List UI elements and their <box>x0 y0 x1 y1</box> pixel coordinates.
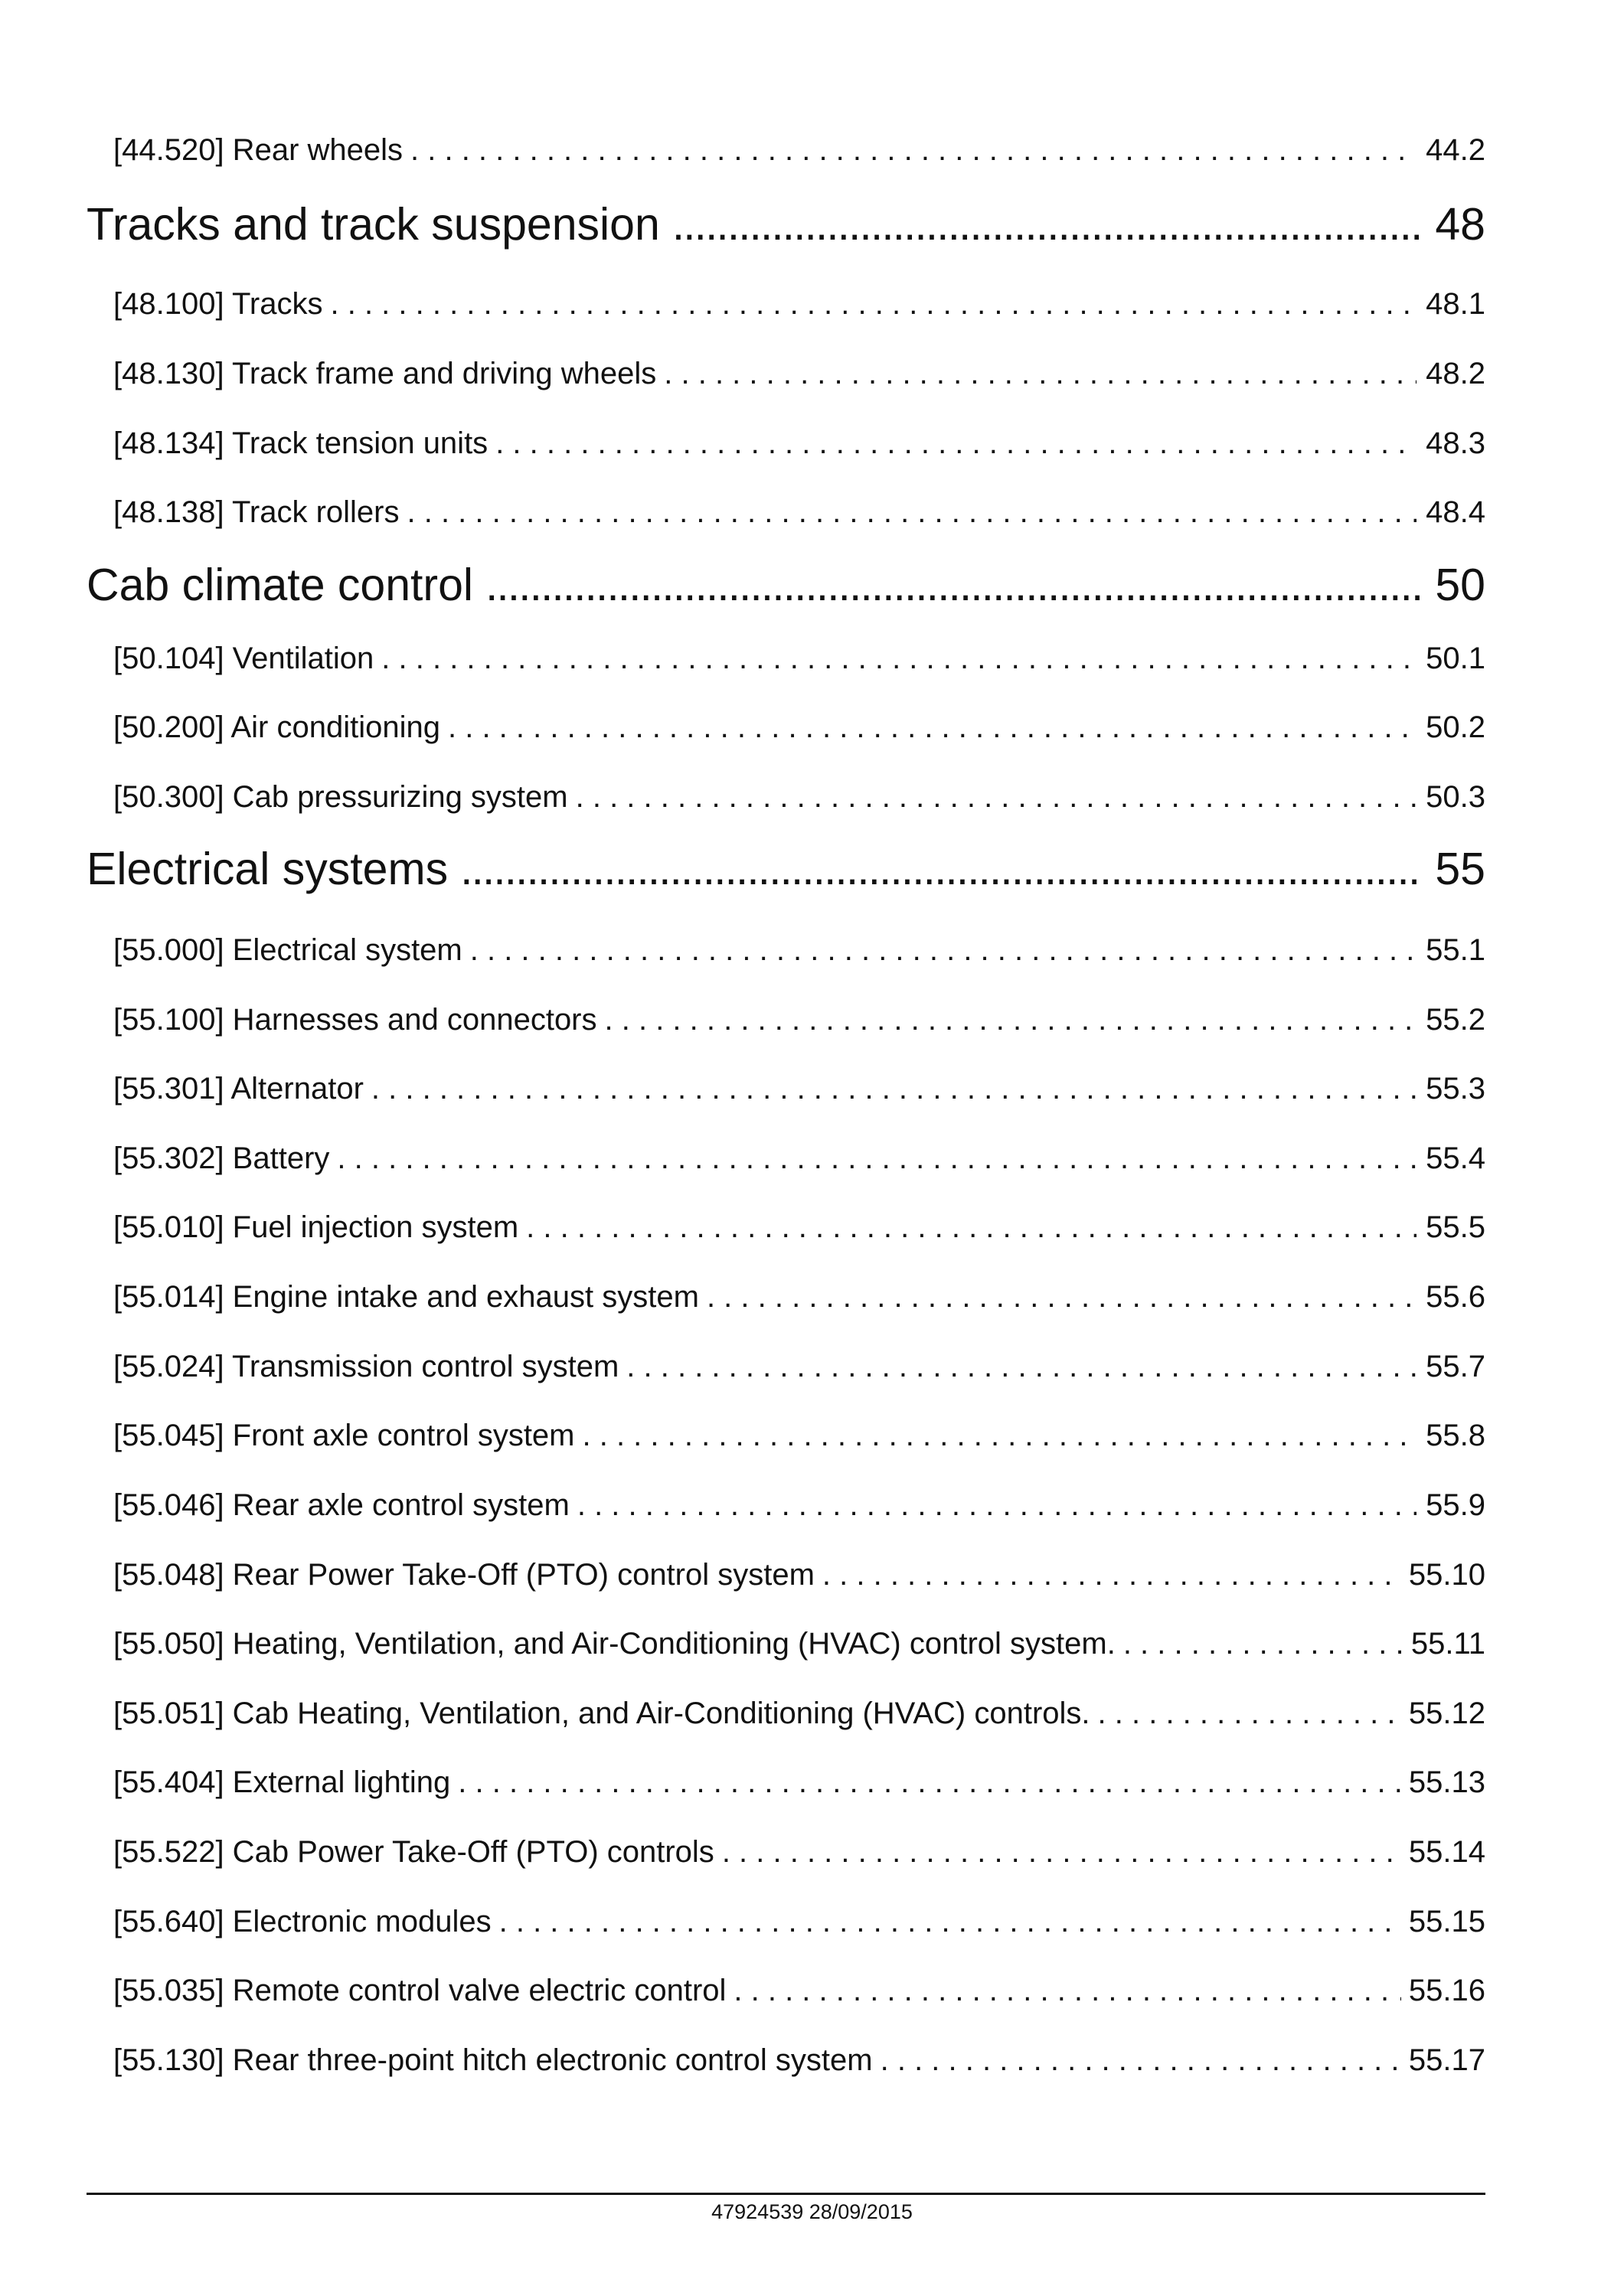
toc-entry[interactable] <box>113 357 1485 391</box>
dot-leader <box>664 357 1417 391</box>
toc-entry-label: [44.520] Rear wheels <box>113 132 404 167</box>
dot-leader <box>822 1558 1401 1592</box>
toc-entry[interactable] <box>113 1280 1485 1315</box>
toc-entry[interactable] <box>113 1697 1485 1731</box>
toc-entry-label: [55.014] Engine intake and exhaust system <box>113 1279 699 1314</box>
toc-entry-label: [55.000] Electrical system <box>113 932 462 967</box>
dot-leader <box>1123 1627 1403 1661</box>
dot-leader <box>410 133 1417 168</box>
toc-entry[interactable] <box>113 1141 1485 1176</box>
toc-entry[interactable] <box>113 1835 1485 1870</box>
toc-entry-page: 55.11 <box>1410 1626 1485 1661</box>
dot-leader <box>371 1072 1417 1106</box>
toc-entry-label: [48.134] Track tension units <box>113 426 489 460</box>
toc-entry[interactable] <box>113 495 1485 530</box>
dot-leader <box>881 2043 1401 2078</box>
dot-leader <box>485 559 1423 611</box>
toc-entry[interactable] <box>113 1765 1485 1800</box>
toc-entry[interactable] <box>113 426 1485 461</box>
toc-entry-page: 55.10 <box>1408 1557 1485 1592</box>
toc-entry-page: 55.7 <box>1426 1349 1485 1383</box>
toc-section-label: Electrical systems <box>87 843 449 894</box>
dot-leader <box>576 780 1417 815</box>
toc-section-page: 48 <box>1435 198 1485 250</box>
toc-entry-label: [48.138] Track rollers <box>113 495 400 529</box>
dot-leader <box>470 933 1417 968</box>
toc-entry[interactable] <box>113 133 1485 168</box>
footer-divider <box>87 2193 1485 2195</box>
toc-section-heading[interactable] <box>87 843 1485 895</box>
toc-entry[interactable] <box>113 1974 1485 2008</box>
toc-entry-label: [55.035] Remote control valve electric control <box>113 1973 727 2007</box>
toc-entry-label: [50.104] Ventilation <box>113 641 374 675</box>
footer-document-id: 47924539 28/09/2015 <box>711 2200 913 2223</box>
toc-entry-page: 55.9 <box>1426 1488 1485 1522</box>
toc-entry-label: [55.045] Front axle control system <box>113 1418 575 1452</box>
dot-leader <box>495 426 1417 461</box>
toc-entry[interactable] <box>113 1488 1485 1523</box>
dot-leader <box>407 495 1417 530</box>
toc-entry[interactable] <box>113 710 1485 745</box>
toc-section-heading[interactable] <box>87 559 1485 611</box>
toc-entry[interactable] <box>113 933 1485 968</box>
toc-entry-page: 55.12 <box>1408 1696 1485 1730</box>
toc-entry-page: 48.2 <box>1426 356 1485 390</box>
toc-entry-label: [48.100] Tracks <box>113 286 323 321</box>
toc-entry-page: 55.2 <box>1426 1002 1485 1037</box>
toc-entry[interactable] <box>113 2043 1485 2078</box>
toc-entry[interactable] <box>113 1350 1485 1384</box>
toc-entry-label: [48.130] Track frame and driving wheels <box>113 356 657 390</box>
toc-entry[interactable] <box>113 1419 1485 1453</box>
toc-section-label: Tracks and track suspension <box>87 198 660 250</box>
toc-entry-label: [55.301] Alternator <box>113 1071 364 1106</box>
dot-leader <box>1098 1697 1401 1731</box>
toc-entry[interactable] <box>113 1627 1485 1661</box>
toc-entry-label: [55.046] Rear axle control system <box>113 1488 570 1522</box>
toc-entry[interactable] <box>113 287 1485 322</box>
toc-entry-page: 55.16 <box>1408 1973 1485 2007</box>
dot-leader <box>626 1350 1417 1384</box>
toc-section-page: 55 <box>1435 843 1485 894</box>
dot-leader <box>381 642 1417 676</box>
toc-entry-page: 55.13 <box>1408 1765 1485 1799</box>
toc-section-label: Cab climate control <box>87 559 473 610</box>
dot-leader <box>605 1003 1417 1037</box>
toc-entry-label: [55.051] Cab Heating, Ventilation, and Air-Conditioning (HVAC) controls. <box>113 1696 1090 1730</box>
dot-leader <box>583 1419 1417 1453</box>
toc-entry-label: [55.130] Rear three-point hitch electronic control system <box>113 2043 873 2077</box>
toc-entry-label: [55.050] Heating, Ventilation, and Air-Conditioning (HVAC) control system. <box>113 1626 1116 1661</box>
dot-leader <box>672 198 1423 250</box>
toc-entry-label: [55.010] Fuel injection system <box>113 1210 519 1244</box>
toc-entry-page: 55.3 <box>1426 1071 1485 1106</box>
toc-entry[interactable] <box>113 1003 1485 1037</box>
toc-entry[interactable] <box>113 1558 1485 1592</box>
toc-entry-label: [55.302] Battery <box>113 1141 330 1175</box>
toc-entry[interactable] <box>113 1210 1485 1245</box>
toc-entry-page: 55.15 <box>1408 1904 1485 1938</box>
toc-entry-page: 50.3 <box>1426 779 1485 814</box>
toc-entry-page: 55.1 <box>1426 932 1485 967</box>
dot-leader <box>499 1905 1401 1939</box>
toc-entry-page: 55.4 <box>1426 1141 1485 1175</box>
toc-entry[interactable] <box>113 642 1485 676</box>
toc-entry-page: 48.3 <box>1426 426 1485 460</box>
toc-entry-page: 44.2 <box>1426 132 1485 167</box>
dot-leader <box>337 1141 1417 1176</box>
dot-leader <box>707 1280 1417 1315</box>
toc-entry-page: 48.1 <box>1426 286 1485 321</box>
dot-leader <box>722 1835 1401 1870</box>
toc-section-heading[interactable] <box>87 198 1485 250</box>
toc-entry[interactable] <box>113 1072 1485 1106</box>
toc-entry-label: [55.048] Rear Power Take-Off (PTO) control system <box>113 1557 815 1592</box>
dot-leader <box>458 1765 1401 1800</box>
toc-entry-label: [50.200] Air conditioning <box>113 710 440 744</box>
toc-entry-label: [55.404] External lighting <box>113 1765 451 1799</box>
toc-entry[interactable] <box>113 780 1485 815</box>
toc-entry-page: 55.8 <box>1426 1418 1485 1452</box>
dot-leader <box>526 1210 1417 1245</box>
toc-entry-label: [55.024] Transmission control system <box>113 1349 619 1383</box>
toc-entry-label: [55.522] Cab Power Take-Off (PTO) controls <box>113 1834 714 1869</box>
toc-entry-label: [50.300] Cab pressurizing system <box>113 779 568 814</box>
dot-leader <box>460 843 1423 895</box>
toc-entry-page: 55.14 <box>1408 1834 1485 1869</box>
toc-entry-label: [55.640] Electronic modules <box>113 1904 492 1938</box>
toc-entry-page: 55.6 <box>1426 1279 1485 1314</box>
dot-leader <box>734 1974 1401 2008</box>
toc-entry-page: 55.5 <box>1426 1210 1485 1244</box>
toc-entry-page: 50.2 <box>1426 710 1485 744</box>
toc-entry-label: [55.100] Harnesses and connectors <box>113 1002 597 1037</box>
dot-leader <box>448 710 1417 745</box>
dot-leader <box>577 1488 1417 1523</box>
toc-entry-page: 50.1 <box>1426 641 1485 675</box>
dot-leader <box>330 287 1417 322</box>
toc-entry-page: 55.17 <box>1408 2043 1485 2077</box>
toc-section-page: 50 <box>1435 559 1485 610</box>
toc-entry-page: 48.4 <box>1426 495 1485 529</box>
toc-entry[interactable] <box>113 1905 1485 1939</box>
